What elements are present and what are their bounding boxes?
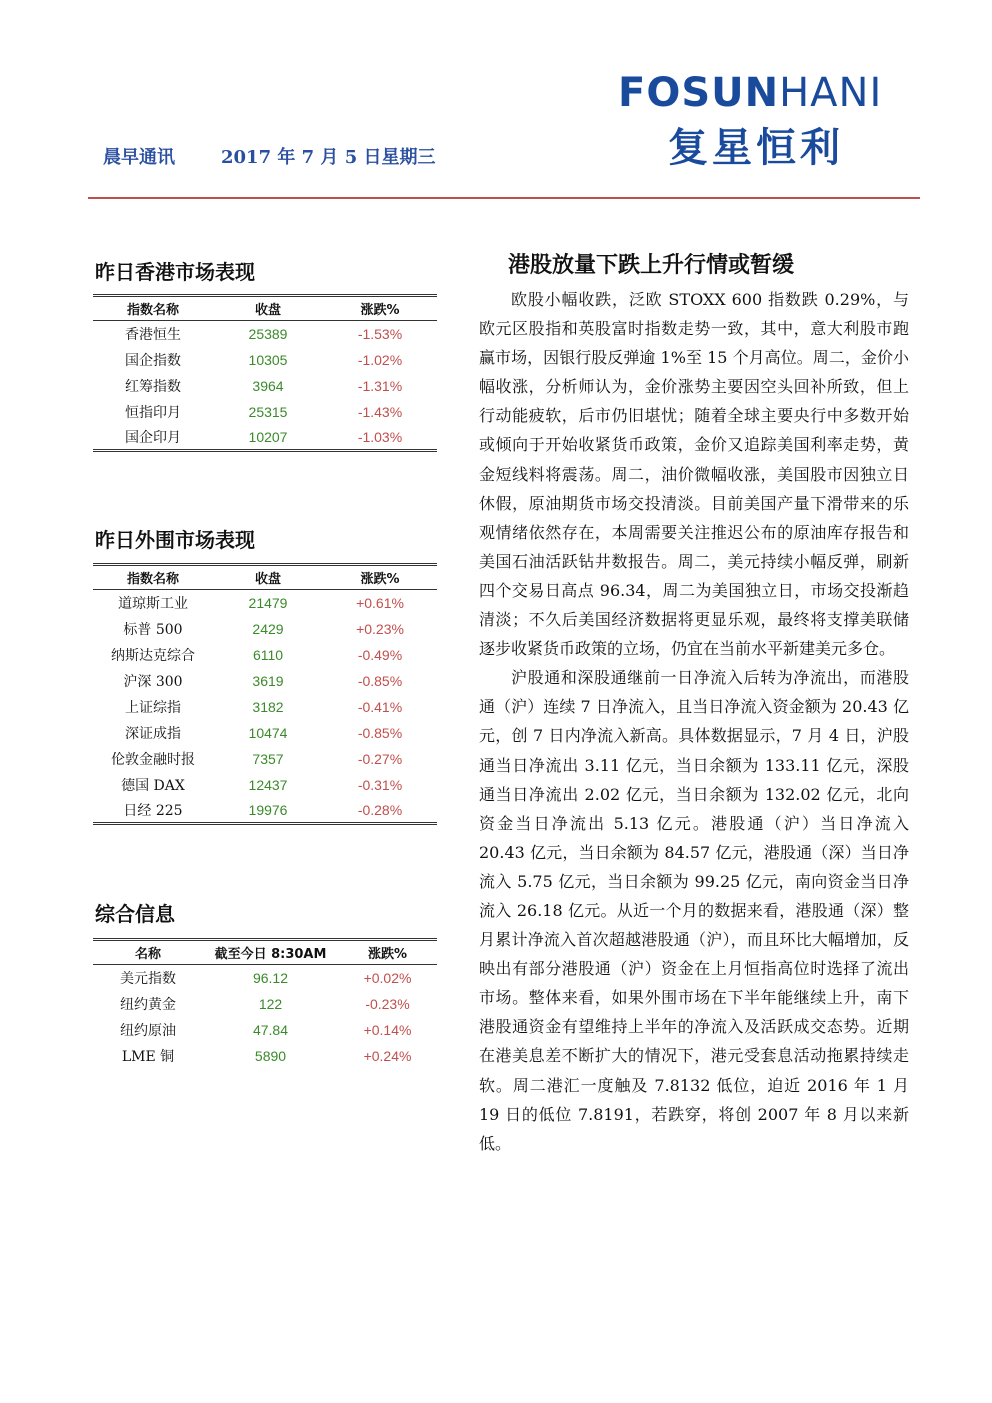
index-close: 25315 [248, 403, 288, 420]
table-row [93, 590, 437, 616]
table-row [93, 694, 437, 720]
table-row [93, 321, 437, 347]
index-change: -1.03% [323, 425, 437, 451]
logo-english [618, 70, 882, 116]
col-header: 指数名称 [93, 565, 213, 590]
item-value: 96.12 [252, 969, 289, 986]
table-row [93, 616, 437, 642]
index-change: -0.41% [357, 698, 403, 715]
hk-market-table [93, 294, 437, 452]
col-header: 涨跌% [338, 940, 437, 965]
hk-market-title: 昨日香港市场表现 [95, 260, 255, 284]
index-name: 恒指印月 [125, 404, 181, 421]
item-name: 美元指数 [120, 970, 176, 987]
table-header-row [93, 296, 437, 321]
table-row [93, 642, 437, 668]
index-name: 国企指数 [125, 352, 181, 369]
index-change: -1.53% [357, 325, 403, 342]
table-row [93, 347, 437, 373]
article-title: 港股放量下跌上升行情或暂缓 [508, 252, 795, 278]
table-row [93, 965, 437, 991]
doc-date: 2017 年 7 月 5 日星期三 [221, 147, 436, 168]
table-row [93, 746, 437, 772]
article-paragraph: 沪股通和深股通继前一日净流入后转为净流出，而港股通（沪）连续 7 日净流入，且当日净流入资金额为 20.43 亿元，创 7 日内净流入新高。具体数据显示，7 月 4 日，沪股通当日净流出 3.11 亿元，当日余额为 133.11 亿元，深股通当日净流出 2.02 亿元，当日余额为 132.02 亿元，北向资金当日净流出 5.13 亿元。港股通（沪）当日净流入 20.43 亿元，当日余额为 84.57 亿元，港股通（深）当日净流入 5.75 亿元，当日余额为 99.25 亿元，南向资金当日净流入 26.18 亿元。从近一个月的数据来看，港股通（深）整月累计净流入首次超越港股通（沪），而且环比大幅增加，反映出有部分港股通（沪）资金在上月恒指高位时选择了流出市场。整体来看，如果外围市场在下半年能继续上升，南下港股通资金有望维持上半年的净流入及活跃成交态势。近期在港美息差不断扩大的情况下，港元受套息活动拖累持续走软。周二港汇一度触及 7.8132 低位，迫近 2016 年 1 月 19 日的低位 7.8191，若跌穿，将创 2007 年 8 月以来新低。 [479, 668, 909, 1153]
index-name: 国企印月 [93, 425, 213, 451]
company-logo [618, 70, 914, 171]
article-body [479, 285, 909, 1158]
col-header: 涨跌% [323, 296, 437, 321]
header-divider [88, 197, 920, 199]
index-close: 3619 [252, 672, 284, 689]
index-name: 沪深 300 [123, 673, 183, 690]
index-change: +0.61% [356, 594, 404, 611]
col-header: 名称 [93, 940, 203, 965]
item-value: 5890 [254, 1047, 287, 1064]
index-close: 19976 [213, 798, 323, 824]
table-row [93, 1017, 437, 1043]
index-change: -1.02% [357, 351, 403, 368]
index-change: -0.31% [357, 776, 403, 793]
index-name: 上证综指 [125, 699, 181, 716]
index-change: -0.85% [357, 724, 403, 741]
header-info [103, 143, 435, 169]
item-change: +0.14% [363, 1021, 412, 1038]
index-name: 纳斯达克综合 [111, 647, 195, 664]
logo-en-light: HANI [779, 70, 883, 116]
item-name: 纽约黄金 [120, 996, 176, 1013]
col-header: 截至今日 8:30AM [203, 940, 338, 965]
index-name: 道琼斯工业 [118, 595, 188, 612]
general-info-title: 综合信息 [95, 902, 175, 926]
logo-chinese: 复星恒利 [668, 125, 844, 171]
table-row [93, 373, 437, 399]
col-header: 指数名称 [93, 296, 213, 321]
table-row [93, 798, 437, 824]
doc-type: 晨早通讯 [103, 147, 175, 168]
global-market-title: 昨日外围市场表现 [95, 528, 255, 552]
index-close: 25389 [248, 325, 288, 342]
item-change: +0.24% [363, 1047, 412, 1064]
col-header: 收盘 [213, 296, 323, 321]
item-name: 纽约原油 [120, 1022, 176, 1039]
index-change: -0.85% [357, 672, 403, 689]
index-close: 2429 [252, 620, 284, 637]
table-row [93, 720, 437, 746]
index-name: 伦敦金融时报 [111, 751, 195, 768]
table-row [93, 772, 437, 798]
table-header-row [93, 565, 437, 590]
index-name: 标普 500 [123, 621, 183, 638]
general-info-table [93, 938, 437, 1069]
index-close: 12437 [248, 776, 288, 793]
item-value: 47.84 [252, 1021, 289, 1038]
index-name: 日经 225 [93, 798, 213, 824]
col-header: 涨跌% [323, 565, 437, 590]
index-close: 3182 [252, 698, 284, 715]
index-name: 深证成指 [125, 725, 181, 742]
index-change: -1.31% [357, 377, 403, 394]
item-change: +0.02% [363, 969, 412, 986]
index-close: 10305 [248, 351, 288, 368]
table-row [93, 991, 437, 1017]
index-close: 7357 [252, 750, 284, 767]
index-close: 21479 [248, 594, 288, 611]
index-change: +0.23% [356, 620, 404, 637]
index-close: 10207 [213, 425, 323, 451]
item-name: LME 铜 [121, 1048, 175, 1065]
col-header: 收盘 [213, 565, 323, 590]
article-paragraph: 欧股小幅收跌，泛欧 STOXX 600 指数跌 0.29%，与欧元区股指和英股富时指数走势一致，其中，意大利股市跑赢市场，因银行股反弹逾 1%至 15 个月高位。周二，金价小幅收涨，分析师认为，金价涨势主要因空头回补所致，但上行动能疲软，后市仍旧堪忧；随着全球主要央行中多数开始或倾向于开始收紧货币政策，金价又追踪美国利率走势，黄金短线料将震荡。周二，油价微幅收涨，美国股市因独立日休假，原油期货市场交投清淡。目前美国产量下滑带来的乐观情绪依然存在，本周需要关注推迟公布的原油库存报告和美国石油活跃钻井数报告。周二，美元持续小幅反弹，刷新四个交易日高点 96.34，周二为美国独立日，市场交投渐趋清淡；不久后美国经济数据将更显乐观，最终将支撑美联储逐步收紧货币政策的立场，仍宜在当前水平新建美元多仓。 [479, 290, 909, 659]
index-name: 红筹指数 [125, 378, 181, 395]
index-change: -0.28% [323, 798, 437, 824]
logo-en-bold: FOSUN [618, 70, 780, 116]
item-value: 122 [258, 995, 283, 1012]
table-row [93, 668, 437, 694]
index-name: 德国 DAX [121, 777, 185, 794]
table-row [93, 399, 437, 425]
index-name: 香港恒生 [125, 326, 181, 343]
table-row [93, 1043, 437, 1069]
index-change: -0.27% [357, 750, 403, 767]
index-close: 10474 [248, 724, 288, 741]
index-close: 6110 [252, 646, 284, 663]
index-close: 3964 [252, 377, 284, 394]
item-change: -0.23% [365, 995, 410, 1012]
index-change: -0.49% [357, 646, 403, 663]
table-row [93, 425, 437, 451]
index-change: -1.43% [357, 403, 403, 420]
table-header-row [93, 940, 437, 965]
global-market-table [93, 563, 437, 825]
